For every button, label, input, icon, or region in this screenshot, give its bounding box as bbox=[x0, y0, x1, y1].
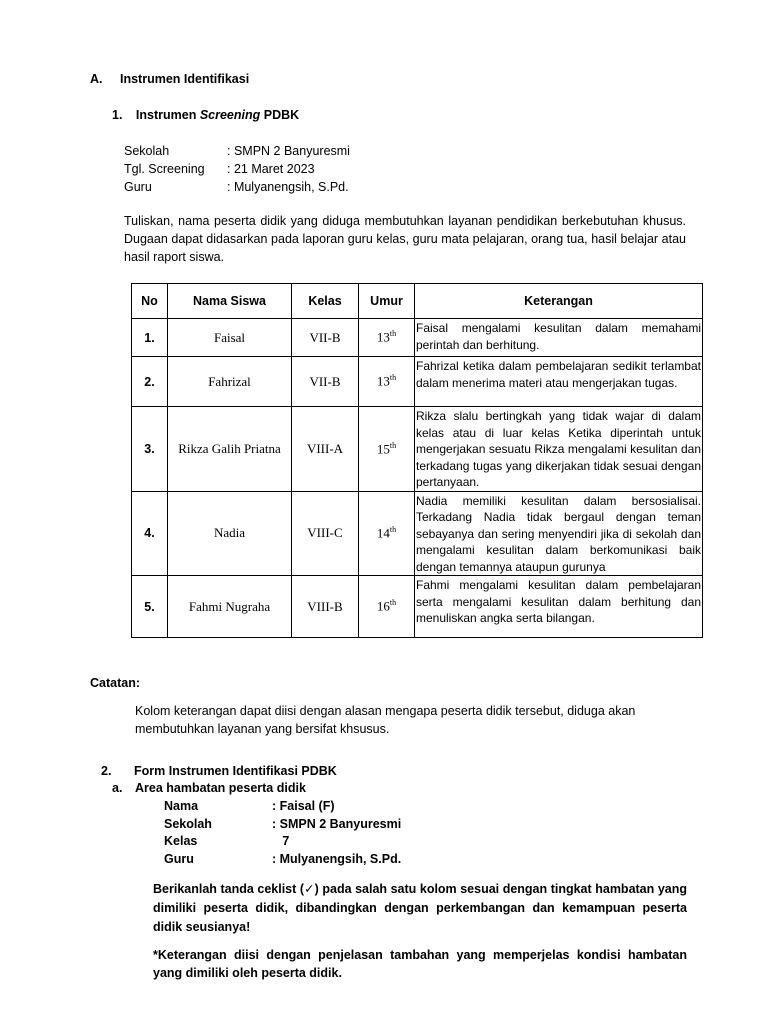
cell-keterangan: Rikza slalu bertingkah yang tidak wajar di dalam kelas atau di luar kelas Ketika diperintah untuk mengerjakan sesuatu Rikza mengalami kesulitan dan terkadang tugas yang dikerjakan tidak sesuai dengan pertanyaan. bbox=[415, 407, 703, 492]
info1-row bbox=[124, 160, 350, 178]
cell-umur bbox=[359, 407, 415, 492]
cell-keterangan: Fahmi mengalami kesulitan dalam pembelajaran serta mengalami kesulitan dalam berhitung dan menuliskan angka serta bilangan. bbox=[415, 576, 703, 638]
header-kelas: Kelas bbox=[292, 284, 359, 319]
cell-umur bbox=[359, 357, 415, 407]
info2-value: : SMPN 2 Banyuresmi bbox=[272, 816, 402, 831]
table-row bbox=[132, 491, 703, 576]
info-block-2 bbox=[164, 798, 401, 868]
info2-label: Nama bbox=[164, 799, 199, 813]
info1-label: Sekolah bbox=[124, 144, 170, 158]
info-block-1 bbox=[124, 142, 350, 196]
cell-kelas: VIII-B bbox=[292, 576, 359, 638]
cell-keterangan: Faisal mengalami kesulitan dalam memahami perintah dan berhitung. bbox=[415, 319, 703, 357]
screening-table bbox=[131, 283, 703, 638]
item1-title-post: PDBK bbox=[260, 108, 300, 122]
table-header-row bbox=[132, 284, 703, 319]
cell-keterangan: Nadia memiliki kesulitan dalam bersosialisai. Terkadang Nadia tidak bergaul dengan teman sebayanya dan sering menyendiri jika di sekolah dan mengalami kesulitan dalam berkomunikasi baik dengan temannya ataupun gurunya bbox=[415, 491, 703, 576]
cell-name: Fahmi Nugraha bbox=[168, 576, 292, 638]
cell-no: 1. bbox=[132, 319, 168, 357]
table-row bbox=[132, 319, 703, 357]
info2-row bbox=[164, 851, 401, 869]
umur-suffix: th bbox=[389, 440, 397, 450]
cell-no: 3. bbox=[132, 407, 168, 492]
umur-value: 15 bbox=[376, 440, 390, 456]
item1-title-em: Screening bbox=[199, 108, 261, 122]
umur-suffix: th bbox=[389, 329, 397, 339]
umur-value: 13 bbox=[376, 329, 390, 345]
info2-label: Sekolah bbox=[164, 816, 212, 831]
header-keterangan: Keterangan bbox=[415, 284, 703, 319]
cell-kelas: VIII-C bbox=[292, 491, 359, 576]
header-umur: Umur bbox=[359, 284, 415, 319]
item2-title: Form Instrumen Identifikasi PDBK bbox=[134, 764, 337, 778]
info1-label: Tgl. Screening bbox=[124, 162, 205, 176]
cell-kelas: VIII-A bbox=[292, 407, 359, 492]
cell-name: Nadia bbox=[168, 491, 292, 576]
cell-name: Rikza Galih Priatna bbox=[168, 407, 292, 492]
umur-suffix: th bbox=[389, 525, 397, 535]
info2-label: Kelas bbox=[164, 834, 198, 848]
header-nama: Nama Siswa bbox=[168, 284, 292, 319]
table-row bbox=[132, 407, 703, 492]
catatan-heading: Catatan: bbox=[90, 676, 141, 690]
umur-value: 14 bbox=[376, 525, 390, 541]
item1-number: 1. bbox=[112, 108, 123, 122]
umur-suffix: th bbox=[389, 598, 397, 608]
section-a-title: Instrumen Identifikasi bbox=[119, 72, 250, 86]
instruction-1: Tuliskan, nama peserta didik yang diduga membutuhkan layanan pendidikan berkebutuhan khusus. Dugaan dapat didasarkan pada laporan guru kelas, guru mata pelajaran, orang tua, hasil belajar atau hasil raport siswa. bbox=[124, 214, 686, 264]
info2-value: 7 bbox=[272, 834, 290, 848]
umur-value: 16 bbox=[376, 598, 390, 614]
section-a-heading bbox=[90, 72, 249, 86]
item2-number: 2. bbox=[101, 764, 112, 778]
info2-row bbox=[164, 816, 401, 834]
cell-kelas: VII-B bbox=[292, 319, 359, 357]
item1-heading bbox=[112, 108, 299, 122]
item2a-title: Area hambatan peserta didik bbox=[135, 781, 306, 795]
table-row bbox=[132, 357, 703, 407]
cell-name: Faisal bbox=[168, 319, 292, 357]
item2a-letter: a. bbox=[112, 781, 123, 795]
cell-no: 2. bbox=[132, 357, 168, 407]
info2-label: Guru bbox=[164, 851, 194, 866]
cell-keterangan: Fahrizal ketika dalam pembelajaran sedikit terlambat dalam menerima materi atau mengerjakan tugas. bbox=[415, 357, 703, 407]
cell-no: 5. bbox=[132, 576, 168, 638]
cell-kelas: VII-B bbox=[292, 357, 359, 407]
info1-row bbox=[124, 142, 350, 160]
cell-name: Fahrizal bbox=[168, 357, 292, 407]
instruction-2: Berikanlah tanda ceklist (✓) pada salah satu kolom sesuai dengan tingkat hambatan yang dimiliki peserta didik, dibandingkan dengan perkembangan dan kemampuan peserta didik seusianya! bbox=[153, 882, 687, 934]
info1-value: : Mulyanengsih, S.Pd. bbox=[227, 180, 349, 194]
info1-value: : SMPN 2 Banyuresmi bbox=[227, 144, 350, 158]
cell-umur bbox=[359, 491, 415, 576]
table-row bbox=[132, 576, 703, 638]
info1-value: : 21 Maret 2023 bbox=[227, 162, 315, 176]
cell-umur bbox=[359, 576, 415, 638]
umur-suffix: th bbox=[389, 373, 397, 383]
item1-title-pre: Instrumen bbox=[135, 108, 200, 122]
item2-heading bbox=[101, 764, 337, 778]
info1-label: Guru bbox=[124, 180, 152, 194]
header-no: No bbox=[132, 284, 168, 319]
cell-umur bbox=[359, 319, 415, 357]
cell-no: 4. bbox=[132, 491, 168, 576]
info2-value: : Faisal (F) bbox=[272, 799, 335, 813]
catatan-text: Kolom keterangan dapat diisi dengan alasan mengapa peserta didik tersebut, diduga akan membutuhkan layanan yang bersifat khsusus. bbox=[135, 704, 636, 736]
info1-row bbox=[124, 178, 350, 196]
info2-row bbox=[164, 833, 401, 851]
info2-row bbox=[164, 798, 401, 816]
umur-value: 13 bbox=[376, 373, 390, 389]
info2-value: : Mulyanengsih, S.Pd. bbox=[272, 851, 402, 866]
note-2: *Keterangan diisi dengan penjelasan tambahan yang memperjelas kondisi hambatan yang dimiliki oleh peserta didik. bbox=[153, 948, 687, 980]
item2a-heading bbox=[112, 781, 306, 795]
section-a-letter: A. bbox=[90, 72, 103, 86]
